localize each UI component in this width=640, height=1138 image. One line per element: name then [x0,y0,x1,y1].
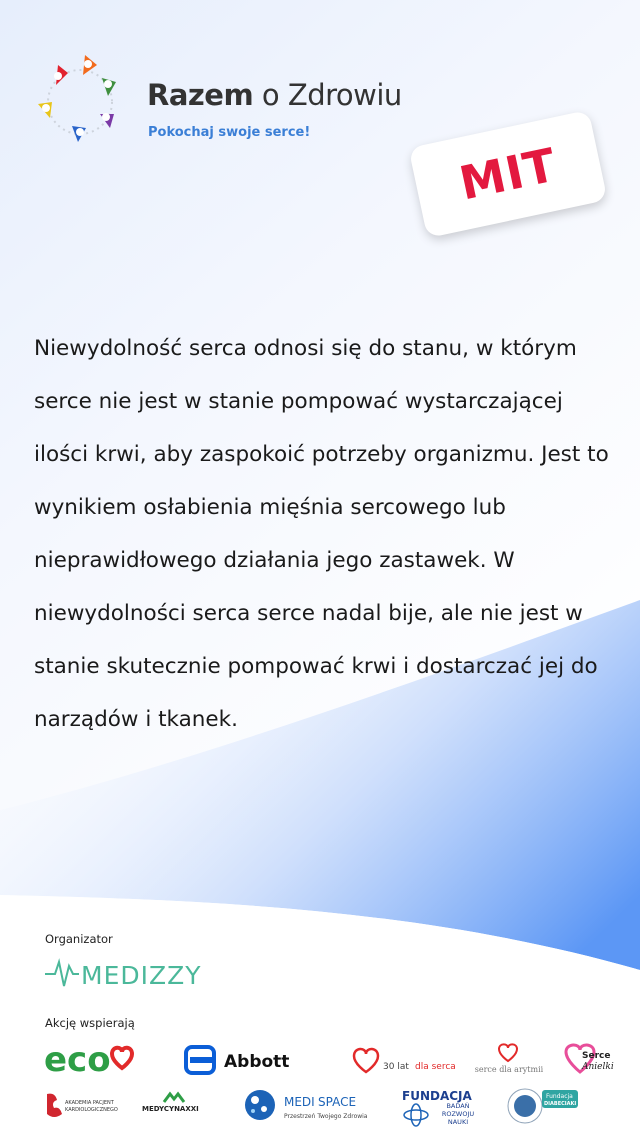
rozwoju-text: ROZWOJU [441,1110,475,1118]
serce-anielki-text-1: Serce [582,1051,611,1061]
supporters-label: Akcję wspierają [45,1016,135,1030]
abbott-logo [186,1045,298,1075]
medycyna-xxi-logo [140,1090,206,1120]
brand-name: Razem o Zdrowiu [147,78,402,112]
medispace-text-b: SPACE [318,1095,357,1109]
abbott-logo-text: Abbott [224,1052,290,1072]
razem-o-zdrowiu-logo-icon [30,50,130,150]
akademia-text-2: KARDIOLOGICZNEGO [65,1107,118,1113]
diabeciaki-text-1: Fundacja [546,1093,573,1100]
medizzy-logo [45,956,202,992]
serce-anielki-text-2: Anielki [582,1062,614,1072]
diabeciaki-text-2: DIABECIAKI [544,1101,577,1107]
serce-dla-arytmii-logo [466,1040,552,1080]
organizer-label: Organizator [45,932,113,946]
eco-logo [44,1040,140,1080]
dla-serca-text: dla serca [415,1062,456,1072]
30-lat-text: 30 lat [383,1062,409,1072]
akademia-text-1: AKADEMIA PACJENT [65,1100,114,1106]
serce-anielki-logo [560,1040,616,1080]
medispace-logo [240,1088,366,1124]
fundacja-text: FUNDACJA [402,1089,472,1103]
brand-tagline: Pokochaj swoje serce! [148,125,311,140]
eco-logo-text: eco [44,1040,111,1080]
medizzy-logo-text: MEDIZZY [81,961,202,990]
akademia-pacjenta-kardiologicznego-logo [44,1090,124,1122]
myth-badge-label: MIT [454,137,562,211]
30-lat-dla-serca-logo [350,1042,456,1076]
nauki-text: NAUKI [447,1118,469,1126]
medispace-text-a: MEDI [284,1095,315,1109]
medispace-subtitle: Przestrzeń Twojego Zdrowia [284,1113,368,1120]
medycyna-xxi-text: MEDYCYNAXXI [142,1105,199,1113]
serce-dla-arytmii-text: serce dla arytmii [474,1065,544,1074]
badan-text: BADAŃ [446,1102,470,1110]
fundacja-badan-rozwoju-nauki-logo [400,1086,480,1128]
fundacja-diabeciaki-logo [506,1086,580,1126]
main-paragraph: Niewydolność serca odnosi się do stanu, w którym serce nie jest w stanie pompować wystarczającej ilości krwi, aby zaspokoić potrzeby organizmu. Jest to wynikiem osłabienia mięśnia sercowego lub nieprawidłowego działania jego zastawek. W niewydolności serca serce nadal bije, ale nie jest w stanie skutecznie pompować krwi i dostarczać jej do narządów i tkanek. [34,336,609,732]
